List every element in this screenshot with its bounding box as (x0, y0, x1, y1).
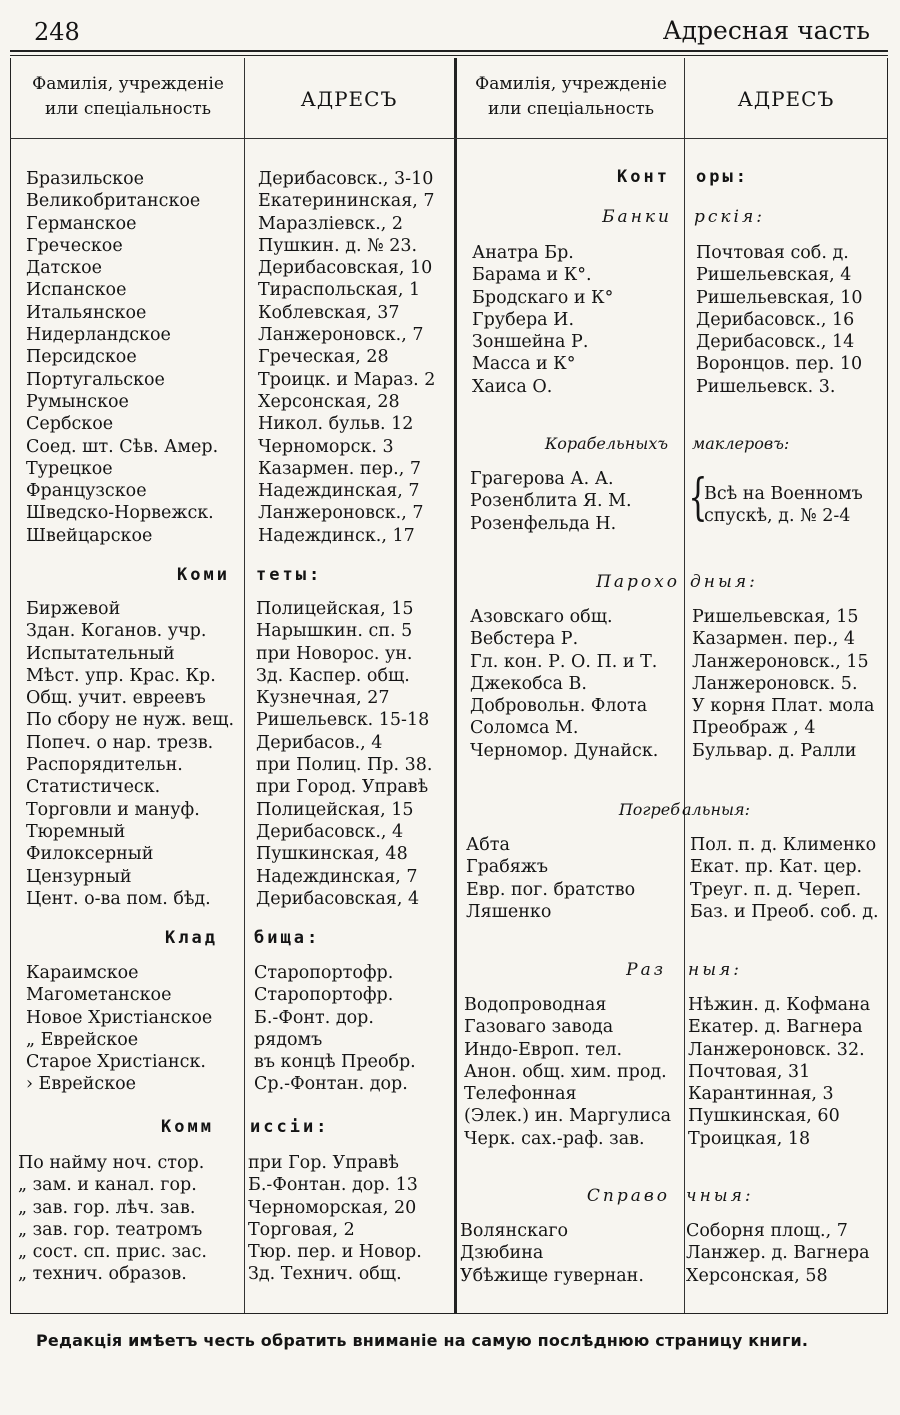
column-divider (244, 58, 245, 1313)
center-divider (454, 58, 457, 1313)
list-item: Соед. шт. Сѣв. Амер. (26, 436, 219, 457)
list-item: „ Еврейское (26, 1029, 139, 1050)
list-item: Надеждинская, 7 (258, 481, 420, 502)
header-name-right: Фамилія, учрежденіе или спеціальность (475, 74, 667, 119)
list-item: Нѣжин. д. Кофмана (688, 995, 871, 1015)
list-item: Телефонная (464, 1084, 577, 1105)
list-item: Никол. бульв. 12 (258, 414, 414, 435)
funeral-address-list (690, 834, 879, 923)
list-item: Шведско-Норвежск. (26, 503, 214, 524)
list-item: Казармен. пер., 4 (692, 629, 855, 650)
list-item: Ришельевская, 15 (692, 607, 859, 627)
section-commissions-right: иссіи: (250, 1117, 330, 1137)
list-item: Филоксерный (26, 844, 154, 865)
section-cemeteries-right: бища: (254, 928, 321, 948)
list-item: Анон. общ. хим. прод. (464, 1061, 667, 1082)
page-number: 248 (34, 18, 80, 46)
list-item: Кузнечная, 27 (256, 688, 390, 709)
list-item: Анатра Бр. (472, 243, 574, 263)
list-item: Бродскаго и К° (472, 287, 614, 308)
section-offices-left: Конт (617, 167, 670, 187)
funeral-name-list (466, 834, 635, 923)
list-item: Азовскаго общ. (470, 607, 613, 627)
list-item: Здан. Коганов. учр. (26, 621, 207, 642)
list-item: Розенблита Я. М. (470, 491, 632, 512)
list-item: Греческая, 28 (258, 347, 389, 368)
broker-address-list (704, 483, 863, 528)
list-item: Дерибасовск., 4 (256, 821, 404, 842)
header-rule (10, 138, 888, 139)
list-item: Турецкое (26, 458, 113, 479)
list-item: Новое Христіанское (26, 1007, 213, 1028)
list-item: Б.-Фонтан. дор. 13 (248, 1175, 418, 1196)
list-item: Испанское (26, 280, 127, 301)
broker-name-list (470, 468, 632, 535)
list-item: Караимское (26, 963, 139, 983)
list-item: Водопроводная (464, 995, 607, 1015)
list-item: Тираспольская, 1 (258, 280, 421, 301)
list-item: Воронцов. пер. 10 (696, 354, 863, 375)
list-item: Соборня площ., 7 (686, 1221, 848, 1241)
list-item: Торговли и мануф. (26, 799, 200, 820)
various-name-list (464, 994, 671, 1150)
list-item: Попеч. о нар. трезв. (26, 732, 214, 753)
list-item: Дерибасов., 4 (256, 732, 383, 753)
list-item: Херсонская, 28 (258, 391, 400, 412)
list-item: „ зав. гор. театромъ (18, 1219, 203, 1240)
list-item: Дерибасовск., 3-10 (258, 169, 434, 189)
section-steamship-right: дныя: (690, 572, 758, 592)
list-item: Индо-Европ. тел. (464, 1039, 623, 1060)
list-item: По сбору не нуж. вещ. (26, 710, 235, 731)
list-item: Евр. пог. братство (466, 879, 636, 900)
list-item: Надеждинская, 7 (256, 866, 418, 887)
list-item: Газоваго завода (464, 1017, 614, 1038)
list-item: Ланжер. д. Вагнера (686, 1243, 870, 1264)
bank-address-list (696, 242, 863, 398)
list-item: Черноморск. 3 (258, 436, 394, 457)
steamship-name-list (470, 606, 658, 762)
various-address-list (688, 994, 870, 1150)
header-address-right: АДРЕСЪ (737, 87, 835, 111)
list-item: „ технич. образов. (18, 1264, 187, 1285)
list-item: при Гор. Управѣ (248, 1153, 399, 1173)
section-inquiry-left: Справо (586, 1186, 670, 1206)
list-item: Полицейская, 15 (256, 799, 414, 820)
section-committees-right: теты: (256, 565, 323, 585)
embassy-name-list (26, 168, 218, 547)
list-item: Херсонская, 58 (686, 1265, 828, 1286)
list-item: Барама и К°. (472, 265, 592, 286)
list-item: Греческое (26, 235, 123, 256)
list-item: Хаиса О. (472, 376, 553, 397)
list-item: Екат. пр. Кат. цер. (690, 857, 863, 878)
list-item: Дерибасовская, 4 (256, 888, 420, 909)
list-item: Бразильское (26, 169, 144, 189)
list-item: У корня Плат. мола (692, 696, 875, 717)
list-item: Пушкинская, 48 (256, 844, 408, 865)
list-item: Дерибасовск., 16 (696, 309, 855, 330)
committee-address-list (256, 598, 432, 910)
committee-name-list (26, 598, 234, 910)
list-item: (Элек.) ин. Маргулиса (464, 1106, 672, 1127)
list-item: Коблевская, 37 (258, 302, 400, 323)
list-item: Пушкин. д. № 23. (258, 235, 418, 256)
section-funeral-right: альныя: (682, 800, 750, 819)
list-item: Общ. учит. евреевъ (26, 688, 206, 709)
brace-mark: { (688, 468, 708, 526)
list-item: Екатер. д. Вагнера (688, 1017, 863, 1038)
list-item: Гл. кон. Р. О. П. и Т. (470, 651, 658, 672)
section-commissions-left: Комм (161, 1117, 214, 1137)
list-item: Почтовая соб. д. (696, 243, 849, 263)
list-item: Черк. сах.-раф. зав. (464, 1128, 645, 1149)
list-item: Торговая, 2 (248, 1219, 355, 1240)
list-item: Карантинная, 3 (688, 1084, 834, 1105)
list-item: Пушкинская, 60 (688, 1106, 840, 1127)
list-item: Цензурный (26, 866, 132, 887)
section-various-right: ныя: (688, 960, 743, 980)
list-item: Грагерова А. А. (470, 469, 614, 489)
section-committees-left: Коми (177, 565, 230, 585)
list-item: Персидское (26, 347, 137, 368)
list-item: Вебстера Р. (470, 629, 579, 650)
list-item: Почтовая, 31 (688, 1061, 811, 1082)
running-title: Адресная часть (662, 16, 870, 45)
list-item: Маразліевск., 2 (258, 213, 404, 234)
list-item: въ концѣ Преобр. (254, 1052, 416, 1073)
list-item: Тюремный (26, 821, 126, 842)
section-brokers-right: маклеровъ: (692, 434, 790, 453)
commission-name-list (18, 1152, 207, 1286)
list-item: Троицк. и Мараз. 2 (258, 369, 436, 390)
list-item: Ришельевск. 3. (696, 376, 836, 397)
list-item: Розенфельда Н. (470, 513, 617, 534)
list-item: Датское (26, 258, 102, 279)
list-item: Всѣ на Военномъ (704, 484, 863, 504)
list-item: Дерибасовск., 14 (696, 332, 855, 353)
list-item: при Новорос. ун. (256, 643, 413, 664)
inquiry-address-list (686, 1220, 870, 1287)
list-item: Испытательный (26, 643, 175, 664)
list-item: Румынское (26, 391, 129, 412)
section-offices-right: оры: (696, 167, 749, 187)
list-item: „ сост. сп. прис. зас. (18, 1242, 207, 1263)
list-item: Старопортофр. (254, 985, 394, 1006)
list-item: Троицкая, 18 (688, 1128, 811, 1149)
list-item: Магометанское (26, 985, 172, 1006)
list-item: › Еврейское (26, 1074, 137, 1095)
section-various-left: Раз (626, 960, 666, 980)
list-item: Ланжероновск. 32. (688, 1039, 865, 1060)
list-item: Грабяжъ (466, 857, 549, 878)
list-item: Волянскаго (460, 1221, 569, 1241)
list-item: Итальянское (26, 302, 147, 323)
list-item: Ср.-Фонтан. дор. (254, 1074, 408, 1095)
section-banks-right: рскія: (694, 207, 765, 227)
cemetery-name-list (26, 962, 212, 1096)
section-cemeteries-left: Клад (165, 928, 218, 948)
list-item: Ляшенко (466, 901, 552, 922)
bank-name-list (472, 242, 613, 398)
list-item: Зд. Технич. общ. (248, 1264, 402, 1285)
list-item: Убѣжище гувернан. (460, 1265, 644, 1286)
list-item: Черномор. Дунайск. (470, 740, 659, 761)
list-item: Б.-Фонт. дор. (254, 1007, 374, 1028)
list-item: спускѣ, д. № 2-4 (704, 506, 851, 527)
list-item: Цент. о-ва пом. бѣд. (26, 888, 211, 909)
list-item: Казармен. пер., 7 (258, 458, 421, 479)
list-item: По найму ноч. стор. (18, 1153, 205, 1173)
top-rule (10, 50, 888, 52)
section-inquiry-right: чныя: (686, 1186, 754, 1206)
list-item: Джекобса В. (470, 673, 587, 694)
list-item: Старое Христіанск. (26, 1052, 206, 1073)
list-item: Масса и К° (472, 354, 576, 375)
list-item: Тюр. пер. и Новор. (248, 1242, 422, 1263)
list-item: Екатерининская, 7 (258, 191, 435, 212)
list-item: Германское (26, 213, 137, 234)
list-item: при Полиц. Пр. 38. (256, 755, 433, 776)
list-item: Биржевой (26, 599, 121, 619)
list-item: Мѣст. упр. Крас. Кр. (26, 665, 216, 686)
list-item: Ланжероновск., 7 (258, 325, 424, 346)
list-item: Дерибасовская, 10 (258, 258, 433, 279)
list-item: Бульвар. д. Ралли (692, 740, 857, 761)
list-item: Великобританское (26, 191, 201, 212)
list-item: Надеждинск., 17 (258, 525, 415, 546)
list-item: Сербское (26, 414, 114, 435)
list-item: рядомъ (254, 1029, 323, 1050)
list-item: Ланжероновск., 7 (258, 503, 424, 524)
list-item: Статистическ. (26, 777, 161, 798)
inquiry-name-list (460, 1220, 644, 1287)
list-item: Зд. Каспер. общ. (256, 665, 410, 686)
list-item: Зоншейна Р. (472, 332, 589, 353)
list-item: Ришельевская, 4 (696, 265, 852, 286)
list-item: Соломса М. (470, 718, 579, 739)
list-item: Ланжероновск. 5. (692, 673, 858, 694)
cemetery-address-list (254, 962, 416, 1096)
footer-note: Редакція имѣетъ честь обратить вниманіе на самую послѣднюю страницу книги. (36, 1331, 809, 1350)
list-item: „ зав. гор. лѣч. зав. (18, 1197, 196, 1218)
list-item: Ланжероновск., 15 (692, 651, 869, 672)
list-item: Преображ , 4 (692, 718, 816, 739)
steamship-address-list (692, 606, 874, 762)
embassy-address-list (258, 168, 435, 547)
list-item: Треуг. п. д. Череп. (690, 879, 862, 900)
list-item: Добровольн. Флота (470, 696, 648, 717)
section-banks-left: Банки (602, 207, 672, 227)
list-item: Пол. п. д. Клименко (690, 835, 877, 855)
commission-address-list (248, 1152, 422, 1286)
section-funeral-left: Погреб (618, 800, 680, 819)
list-item: Баз. и Преоб. соб. д. (690, 901, 879, 922)
section-steamship-left: Парохо (596, 572, 680, 592)
list-item: Распорядительн. (26, 755, 183, 776)
list-item: Португальское (26, 369, 165, 390)
list-item: Дзюбина (460, 1243, 544, 1264)
list-item: Полицейская, 15 (256, 599, 414, 619)
list-item: Ришельевск. 15-18 (256, 710, 430, 731)
list-item: при Город. Управѣ (256, 777, 429, 798)
header-address-left: АДРЕСЪ (300, 87, 398, 111)
list-item: Старопортофр. (254, 963, 394, 983)
list-item: Швейцарское (26, 525, 153, 546)
column-divider (684, 58, 685, 1313)
list-item: Абта (466, 835, 510, 855)
header-name-left: Фамилія, учрежденіе или спеціальность (32, 74, 224, 119)
section-brokers-left: Корабельныхъ (544, 434, 668, 453)
list-item: Нарышкин. сп. 5 (256, 621, 413, 642)
list-item: Грубера И. (472, 309, 575, 330)
list-item: Черноморская, 20 (248, 1197, 417, 1218)
top-rule-thin (10, 55, 888, 56)
list-item: „ зам. и канал. гор. (18, 1175, 197, 1196)
list-item: Французское (26, 481, 147, 502)
list-item: Нидерландское (26, 325, 171, 346)
list-item: Ришельевская, 10 (696, 287, 863, 308)
